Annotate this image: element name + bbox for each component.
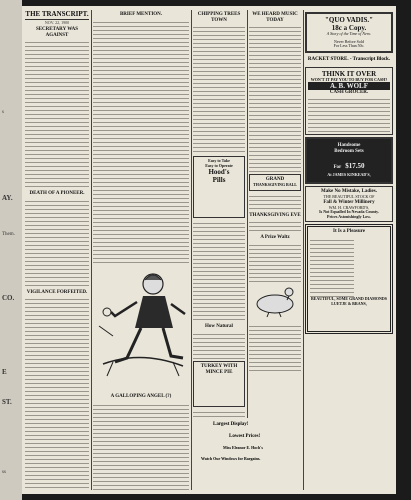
racket-store: RACKET STORE. - Transcript Block. xyxy=(307,56,391,62)
dateline: NOV. 22, 1900 xyxy=(44,20,70,25)
ad-title: How Natural xyxy=(205,324,233,329)
ad-title: "QUO VADIS." xyxy=(325,16,373,24)
millinery-ad xyxy=(305,186,393,222)
bedroom-sets-ad xyxy=(305,137,393,184)
article-body xyxy=(193,24,245,154)
notice-title: THANKSGIVING BALL xyxy=(253,182,297,187)
ad-line: For xyxy=(333,165,342,171)
diamonds-ad xyxy=(305,224,393,334)
ad-body xyxy=(310,237,354,297)
article-body xyxy=(25,198,89,288)
article-headline: BRIEF MENTION. xyxy=(119,12,163,17)
ad-line: Bedroom Sets xyxy=(334,149,364,155)
edge-fragment: E xyxy=(2,368,7,376)
edge-fragment: CO. xyxy=(2,294,15,302)
edge-fragment: ss xyxy=(2,470,6,475)
banner-line: Watch Our Windows for Bargains. xyxy=(201,455,261,461)
ad-line: At JAMES KINKEAD'S, xyxy=(327,172,371,178)
article-headline: WE HEARD MUSIC TODAY xyxy=(252,12,298,23)
article-body xyxy=(93,402,189,490)
notice-body xyxy=(249,219,301,233)
article-body xyxy=(249,24,301,172)
ad-body xyxy=(308,96,390,132)
ad-brand: Hood's xyxy=(208,168,230,177)
ad-line: Is Not Equalled In Nevada County. xyxy=(319,209,379,215)
edge-fragment: s xyxy=(2,110,4,115)
cartoon-illustration xyxy=(93,266,189,390)
article-body xyxy=(93,19,189,263)
ad-line: LUETJE & BRANS, xyxy=(331,300,367,306)
article-body xyxy=(25,39,89,189)
column-1 xyxy=(25,10,89,490)
ad-price: 18c a Copy. xyxy=(331,24,367,32)
edge-fragment: Them. xyxy=(2,232,15,237)
cartoon-caption: A GALLOPING ANGEL (?) xyxy=(110,394,172,399)
wolf-ad xyxy=(305,67,393,136)
edge-fragment: AY. xyxy=(2,194,13,202)
article-headline: SECRETARY WAS AGAINST xyxy=(35,27,79,38)
edge-fragment: ST. xyxy=(2,398,12,406)
notice-title: THANKSGIVING EVE xyxy=(249,212,301,218)
column-rule xyxy=(303,10,304,490)
column-rule xyxy=(91,10,92,490)
ad-line: MINCE PIE xyxy=(205,369,233,375)
ball-notice xyxy=(249,174,301,191)
quo-vadis-ad xyxy=(305,12,393,53)
hoods-pills-ad xyxy=(193,156,245,218)
ad-price: $17.50 xyxy=(345,162,365,171)
ad-body xyxy=(193,331,245,359)
article-body xyxy=(193,220,245,322)
article-headline: DEATH OF A PIONEER. xyxy=(29,191,85,196)
article-headline: VIGILANCE FORFEITED. xyxy=(26,289,88,295)
notice-title: GRAND xyxy=(265,177,285,182)
notice-title: A Prize Waltz xyxy=(260,235,290,241)
turkey-ad xyxy=(193,361,245,407)
price-line xyxy=(309,155,389,173)
banner-line: Lowest Prices! xyxy=(229,434,261,439)
adjacent-page-edge xyxy=(0,0,22,500)
ad-line: Easy to Take xyxy=(208,158,230,163)
ad-line: Easy to Operate xyxy=(205,162,233,168)
bargain-banner xyxy=(193,418,303,490)
article-body xyxy=(249,323,301,371)
newspaper-page xyxy=(22,6,396,494)
ad-line: For Less Than 50c. xyxy=(333,43,365,49)
ad-line: WM. H. CRAWFORD'S, xyxy=(328,204,370,210)
notice-body xyxy=(249,193,301,211)
ad-line: THE BEAUTIFUL STOCK OF xyxy=(323,193,375,199)
ad-line: BEAUTIFUL, SOME GRAND DIAMONDS xyxy=(310,296,387,302)
ad-line: A Story of the Time of Nero. xyxy=(326,31,372,36)
article-body xyxy=(25,296,89,490)
ad-line: CASH GROCER. xyxy=(329,90,369,96)
ad-line: Handsome xyxy=(337,143,361,149)
ad-line: TURKEY WITH xyxy=(200,363,238,369)
column-5 xyxy=(305,10,393,490)
banner-line: Largest Display! xyxy=(213,422,249,427)
ad-title: THINK IT OVER xyxy=(321,69,377,78)
column-rule xyxy=(191,10,192,490)
ad-title: Make No Mistake, Ladies. xyxy=(321,188,377,194)
article-headline: CHIPPING TREES TOWN xyxy=(197,12,241,23)
ad-line: WON'T IT PAY YOU TO BUY FOR CASH? xyxy=(310,76,388,82)
notice-body xyxy=(249,242,301,282)
ad-line: Fall & Winter Millinery xyxy=(323,199,375,205)
ad-brand: A. B. WOLF xyxy=(308,82,390,90)
ad-title: It Is a Pleasure xyxy=(333,229,365,235)
ad-brand: Pills xyxy=(212,176,226,185)
column-2 xyxy=(93,10,189,490)
ad-line: Never Before Sold xyxy=(334,38,364,44)
masthead: THE TRANSCRIPT. xyxy=(25,10,89,18)
milliner-name: Miss Eleanor E. Hoch's xyxy=(223,445,263,450)
turkey-illustration xyxy=(249,282,299,318)
ad-line: Prices Astonishingly Low. xyxy=(327,213,371,219)
